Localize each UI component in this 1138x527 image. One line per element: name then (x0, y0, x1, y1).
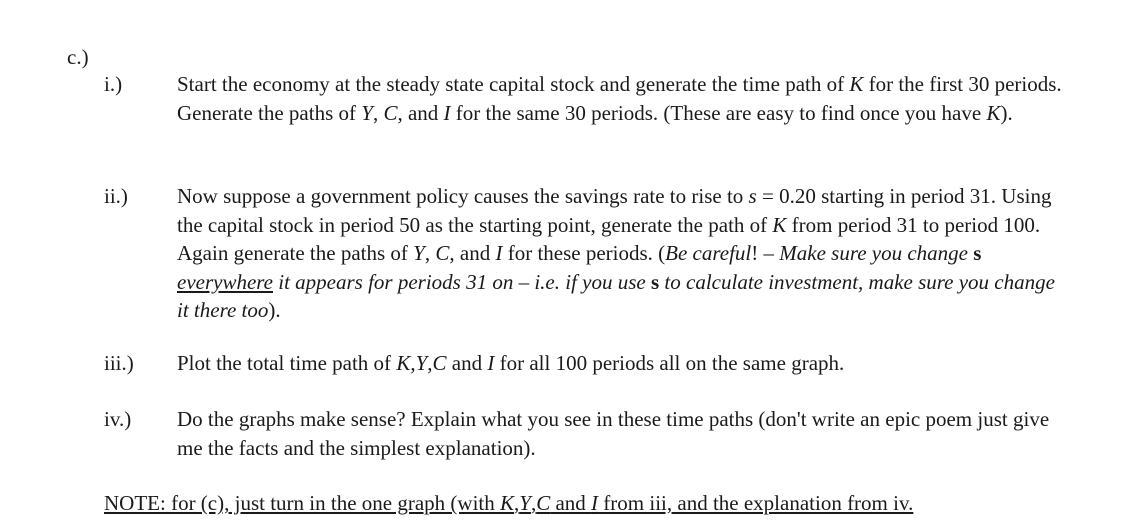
item-text: Start the economy at the steady state capital stock and generate the time path of K for the first 30 periods. Generate the paths of Y, C, and I for the same 30 periods. (These are easy to find once you have K). (177, 72, 1062, 125)
item-label: ii.) (104, 184, 128, 208)
item-text: Now suppose a government policy causes the savings rate to rise to s = 0.20 starting in period 31. Using the capital stock in period 50 as the starting point, generate the path of K from period 31 to period 100. Again generate the paths of Y, C, and I for these periods. (Be careful! – Make sure you change s everywhere it appears for periods 31 on – i.e. if you use s to calculate investment, make sure you change it there too). (177, 184, 1055, 322)
item-label: iv.) (104, 407, 132, 431)
item-text: Do the graphs make sense? Explain what you see in these time paths (don't write an epic poem just give me the facts and the simplest explanation). (177, 407, 1050, 460)
item-label: iii.) (104, 351, 134, 375)
item-label: i.) (104, 72, 123, 96)
item-text: Plot the total time path of K,Y,C and I for all 100 periods all on the same graph. (177, 351, 845, 375)
note: NOTE: for (c), just turn in the one graph (with K,Y,C and I from iii, and the explanation from iv. (104, 491, 914, 515)
section-label: c.) (67, 45, 89, 69)
